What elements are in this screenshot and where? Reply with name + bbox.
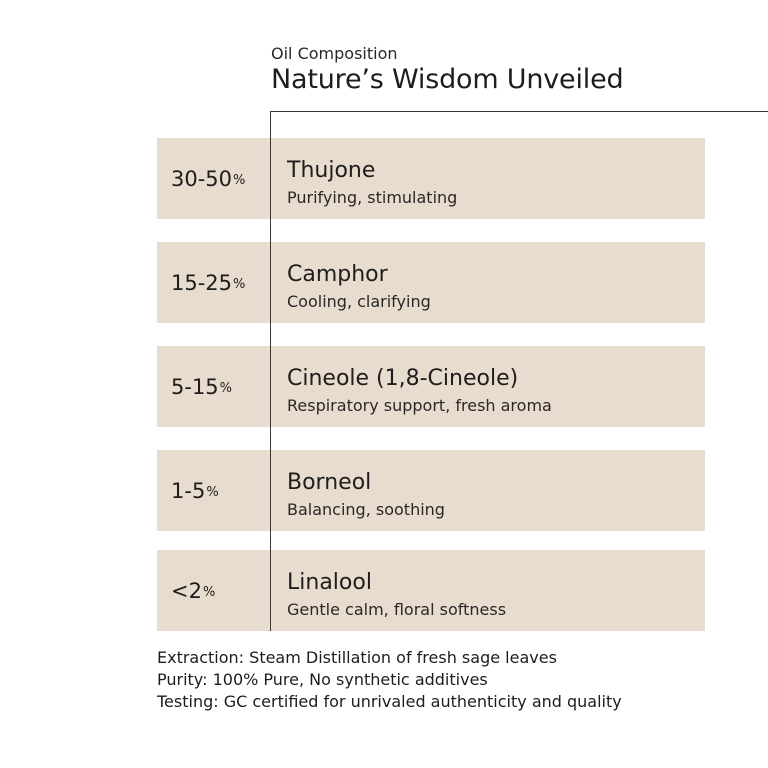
percentage-range bbox=[171, 242, 245, 323]
compound-name: Borneol bbox=[287, 470, 372, 495]
composition-row-borneol bbox=[157, 450, 705, 531]
compound-description: Respiratory support, fresh aroma bbox=[287, 396, 552, 415]
percentage-value: 1-5 bbox=[171, 478, 206, 503]
composition-header bbox=[271, 44, 623, 96]
product-details bbox=[157, 647, 622, 713]
percentage-value: 15-25 bbox=[171, 270, 233, 295]
percentage-range bbox=[171, 138, 245, 219]
percentage-unit: % bbox=[206, 485, 219, 500]
compound-description: Cooling, clarifying bbox=[287, 292, 431, 311]
compound-name: Cineole (1,8-Cineole) bbox=[287, 366, 519, 391]
percentage-unit: % bbox=[233, 173, 246, 188]
percentage-value: <2 bbox=[171, 578, 202, 603]
page-title: Nature’s Wisdom Unveiled bbox=[271, 64, 624, 95]
percentage-unit: % bbox=[219, 381, 233, 396]
percentage-unit: % bbox=[233, 277, 246, 292]
compound-name: Linalool bbox=[287, 570, 372, 595]
column-divider bbox=[270, 111, 271, 631]
compound-description: Balancing, soothing bbox=[287, 500, 445, 519]
compound-description: Gentle calm, floral softness bbox=[287, 600, 507, 619]
percentage-range bbox=[171, 450, 219, 531]
compound-description: Purifying, stimulating bbox=[287, 188, 458, 207]
percentage-value: 30-50 bbox=[171, 166, 233, 191]
composition-row-camphor bbox=[157, 242, 705, 323]
section-eyebrow: Oil Composition bbox=[271, 44, 398, 63]
percentage-unit: % bbox=[202, 585, 216, 600]
testing-note: Testing: GC certified for unrivaled authenticity and quality bbox=[157, 692, 622, 711]
percentage-value: 5-15 bbox=[171, 374, 219, 399]
purity-note: Purity: 100% Pure, No synthetic additives bbox=[157, 670, 488, 689]
compound-name: Thujone bbox=[287, 158, 376, 183]
percentage-range bbox=[171, 346, 232, 427]
percentage-range bbox=[171, 550, 215, 631]
composition-row-thujone bbox=[157, 138, 705, 219]
composition-row-linalool bbox=[157, 550, 705, 631]
extraction-note: Extraction: Steam Distillation of fresh sage leaves bbox=[157, 648, 557, 667]
composition-row-cineole bbox=[157, 346, 705, 427]
compound-name: Camphor bbox=[287, 262, 388, 287]
top-divider bbox=[270, 111, 768, 112]
